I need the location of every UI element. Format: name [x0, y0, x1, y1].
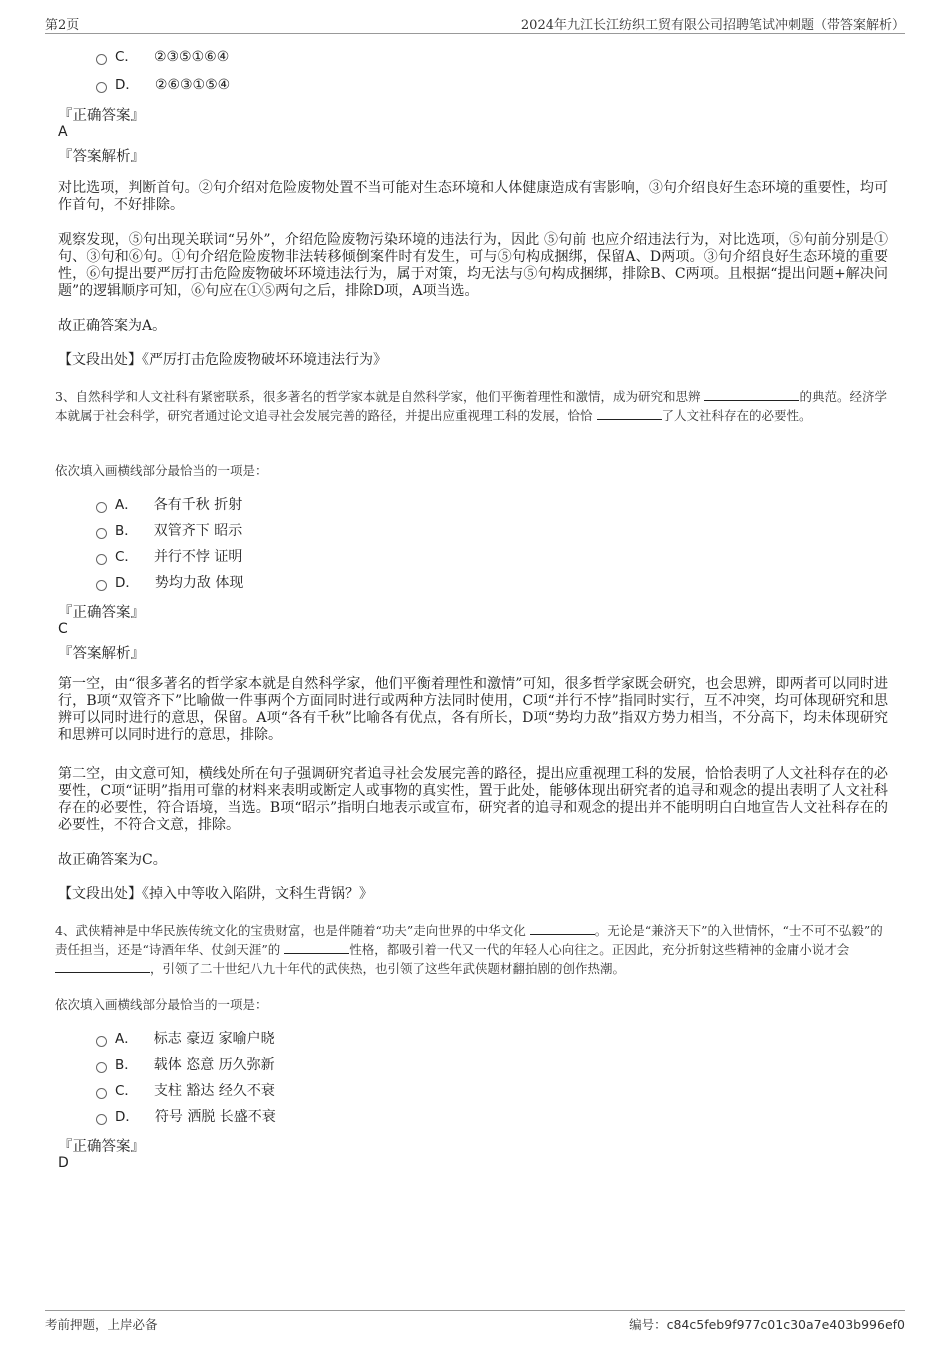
q4-option-d[interactable]: D． 符号 洒脱 长盛不衰 [96, 1107, 276, 1127]
q2-analysis-para-1: 对比选项，判断首句。②句介绍对危险废物处置不当可能对生态环境和人体健康造成有害影响，③句介绍良好生态环境的重要性，均可作首句，不好排除。 [58, 180, 888, 213]
q2-option-c[interactable]: C． ②③⑤①⑥④ [96, 47, 229, 67]
q3-source: 【文段出处】《掉入中等收入陷阱，文科生背锅？》 [58, 886, 373, 902]
radio-icon[interactable] [96, 1088, 107, 1099]
radio-icon[interactable] [96, 528, 107, 539]
fill-blank [55, 960, 150, 973]
q2-option-d[interactable]: D． ②⑥③①⑤④ [96, 75, 230, 95]
q4-stem: 4、武侠精神是中华民族传统文化的宝贵财富，也是伴随着“功夫”走向世界的中华文化 。无论是“兼济天下”的入世情怀，“士不可不弘毅”的责任担当，还是“诗酒年华、仗剑天涯”的 性格，都吸引着一代又一代的年轻人心向往之。正因此，充分折射这些精神的金庸小说才会 ，引领了二十世纪八九十年代的武侠热，也引领了这些年武侠题材翻拍剧的创作热潮。 [55, 923, 883, 976]
radio-icon[interactable] [96, 580, 107, 591]
q3-analysis-para-2: 第二空，由文意可知，横线处所在句子强调研究者追寻社会发展完善的路径，提出应重视理工科的发展，恰恰表明了人文社科存在的必要性，C项“证明”指用可靠的材料来表明或断定人或事物的真实性，置于此处，能够体现出研究者的追寻和观念的提出表明了人文社科存在的必要性，符合语境，当选。B项“昭示”指明白地表示或宣布，研究者的追寻和观念的提出并不能明明白白地宣告人文社科存在的必要性，不符合文意，排除。 [58, 766, 888, 833]
radio-icon[interactable] [96, 54, 107, 65]
q2-analysis-para-2: 观察发现，⑤句出现关联词“另外”，介绍危险废物污染环境的违法行为，因此 ⑤句前 也应介绍违法行为，对比选项，⑤句前分别是①句、③句和⑥句。①句介绍危险废物非法转移倾倒案件时有发生，可与⑤句构成捆绑，保留A、D两项。③句介绍良好生态环境的重要性，⑥句提出要严厉打击危险废物破坏环境违法行为，属于对策，均无法与⑤句构成捆绑，排除B、C两项。且根据“提出问题+解决问题”的逻辑顺序可知，⑥句应在①⑤两句之后，排除D项，A项当选。 [58, 232, 888, 299]
q3-stem: 3、自然科学和人文社科有紧密联系，很多著名的哲学家本就是自然科学家，他们平衡着理性和激情，成为研究和思辨 的典范。经济学本就属于社会科学，研究者通过论文追寻社会发展完善的路径，并提出应重视理工科的发展，恰恰 了人文社科存在的必要性。 [55, 389, 887, 423]
page-number: 第2页 [45, 18, 80, 33]
fill-blank [284, 941, 349, 954]
page-header [45, 11, 905, 34]
radio-icon[interactable] [96, 1114, 107, 1125]
q4-answer: D [58, 1155, 69, 1171]
q3-analysis-para-1: 第一空，由“很多著名的哲学家本就是自然科学家，他们平衡着理性和激情”可知，很多哲学家既会研究，也会思辨，即两者可以同时进行，B项“双管齐下”比喻做一件事两个方面同时进行或两种方法同时使用，C项“并行不悖”指同时实行，互不冲突，均可体现研究和思辨可以同时进行的意思，保留。A项“各有千秋”比喻各有优点，各有所长，D项“势均力敌”指双方势力相当，不分高下，均未体现研究和思辨可以同时进行的意思，排除。 [58, 676, 888, 743]
q3-option-c[interactable]: C． 并行不悖 证明 [96, 547, 242, 567]
fill-blank [704, 388, 799, 401]
q2-analysis-para-3: 故正确答案为A。 [58, 318, 167, 334]
q2-source: 【文段出处】《严厉打击危险废物破坏环境违法行为》 [58, 352, 387, 368]
q3-option-a[interactable]: A． 各有千秋 折射 [96, 495, 242, 515]
q3-option-d[interactable]: D． 势均力敌 体现 [96, 573, 243, 593]
q4-answer-label: 『正确答案』 [58, 1139, 145, 1155]
footer-code: 编号：c84c5feb9f977c01c30a7e403b996ef0 [629, 1317, 905, 1332]
q4-option-b[interactable]: B． 载体 恣意 历久弥新 [96, 1055, 275, 1075]
q3-analysis-label: 『答案解析』 [58, 646, 145, 662]
q3-answer-label: 『正确答案』 [58, 605, 145, 621]
page-footer [45, 1310, 905, 1332]
q4-prompt: 依次填入画横线部分最恰当的一项是： [55, 997, 268, 1012]
q2-answer-label: 『正确答案』 [58, 108, 145, 124]
q2-analysis-label: 『答案解析』 [58, 149, 145, 165]
q4-option-a[interactable]: A． 标志 豪迈 家喻户晓 [96, 1029, 275, 1049]
footer-slogan: 考前押题，上岸必备 [45, 1317, 158, 1332]
q3-analysis-para-3: 故正确答案为C。 [58, 852, 167, 868]
q3-prompt: 依次填入画横线部分最恰当的一项是： [55, 463, 268, 478]
q4-option-c[interactable]: C． 支柱 豁达 经久不衰 [96, 1081, 275, 1101]
q3-answer: C [58, 621, 68, 637]
q3-option-b[interactable]: B． 双管齐下 昭示 [96, 521, 242, 541]
radio-icon[interactable] [96, 1036, 107, 1047]
document-title: 2024年九江长江纺织工贸有限公司招聘笔试冲刺题（带答案解析） [520, 18, 905, 33]
q2-answer: A [58, 124, 68, 140]
radio-icon[interactable] [96, 554, 107, 565]
radio-icon[interactable] [96, 1062, 107, 1073]
radio-icon[interactable] [96, 502, 107, 513]
radio-icon[interactable] [96, 82, 107, 93]
fill-blank [597, 407, 662, 420]
fill-blank [530, 922, 595, 935]
